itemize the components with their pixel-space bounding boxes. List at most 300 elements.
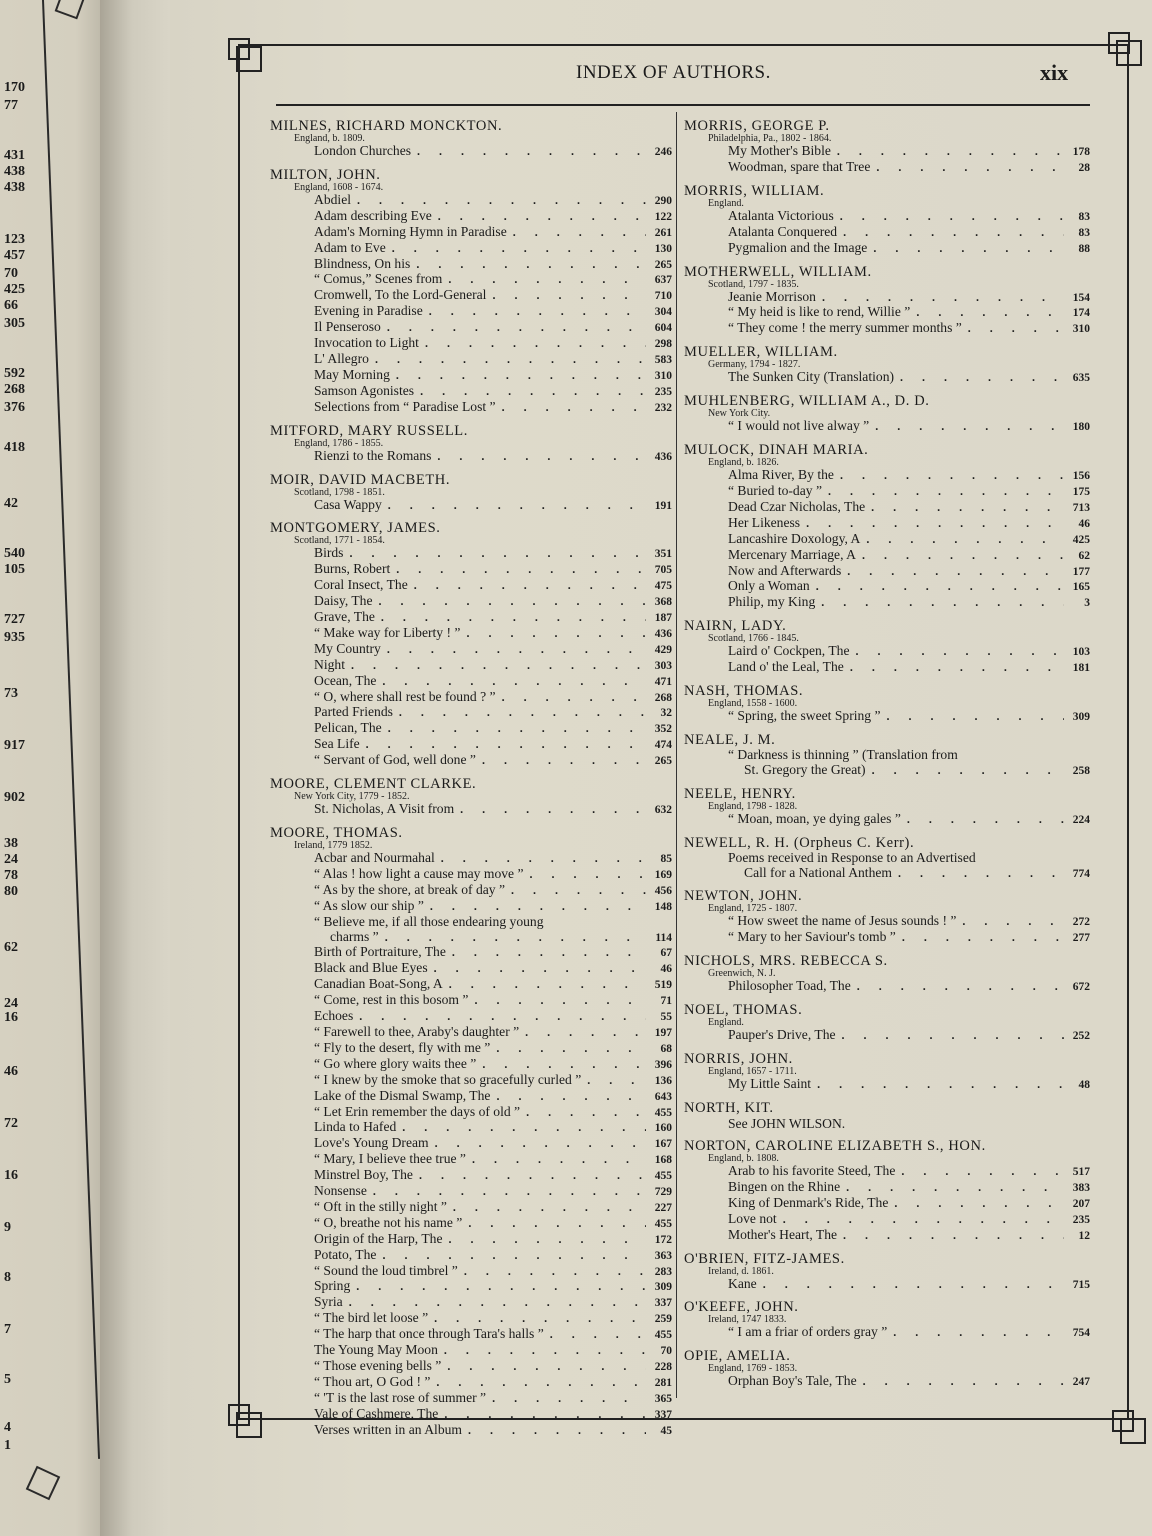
author-entry [684,1348,1090,1390]
poem-page-number: 32 [660,707,672,720]
poem-page-number: 265 [654,755,672,768]
left-page-number-fragment: 80 [4,884,18,899]
poem-entry [270,658,672,674]
corner-ornament-top-right [1108,32,1130,54]
poem-entry [270,225,672,241]
poem-page-number: 715 [1072,1278,1090,1291]
poem-entry [684,160,1090,176]
author-entry [270,423,672,465]
dot-leader [447,1200,646,1215]
poem-page-number: 455 [654,1106,672,1119]
poem-entry [270,1120,672,1136]
poem-title: “ Fly to the desert, fly with me ” [314,1039,491,1055]
header-rule [276,104,1090,106]
poem-title: Atalanta Conquered [728,223,838,239]
poem-page-number: 224 [1072,813,1090,826]
poem-page-number: 672 [1072,981,1090,994]
dot-leader [837,1228,1064,1243]
poem-page-number: 227 [654,1201,672,1214]
poem-entry [270,336,672,352]
poem-entry [684,225,1090,241]
poem-title: Jeanie Morrison [728,288,816,304]
dot-leader [857,1374,1064,1389]
poem-entry [684,595,1090,611]
poem-title: “ Those evening bells ” [314,1358,442,1373]
dot-leader [888,1196,1064,1211]
poem-entry [270,304,672,320]
author-origin: England, b. 1808. [708,1153,779,1164]
dot-leader [428,1311,646,1326]
poem-title: Nonsense [314,1183,367,1199]
poem-entry [270,1025,672,1041]
poem-title: Adam to Eve [314,239,386,255]
poem-title: Potato, The [314,1246,377,1262]
dot-leader [486,288,646,303]
dot-leader [376,1248,646,1263]
poem-entry [270,993,672,1009]
poem-page-number: 130 [654,242,672,255]
author-origin: Ireland, 1779 1852. [294,840,373,851]
poem-page-number: 148 [654,900,672,913]
author-origin: England, b. 1809. [294,133,365,144]
poem-page-number: 169 [654,868,672,881]
poem-entry [270,1407,672,1423]
poem-page-number: 174 [1072,307,1090,320]
author-origin: Germany, 1794 - 1827. [708,359,801,371]
author-entry [684,118,1090,176]
left-page-number-fragment: 425 [4,282,25,297]
poem-page-number: 247 [1072,1376,1090,1389]
poem-entry [270,899,672,915]
dot-leader [431,449,646,464]
poem-entry [270,1009,672,1025]
poem-page-number: 268 [654,691,672,704]
poem-page-number: 46 [1078,517,1090,530]
poem-title: Bingen on the Rhine [728,1178,841,1194]
poem-entry [270,626,672,642]
poem-title: Selections from “ Paradise Lost ” [314,398,496,414]
poem-page-number: 122 [654,210,672,223]
left-page-number-fragment: 8 [4,1270,11,1285]
poem-entry [684,579,1090,595]
left-page-number-fragment: 9 [4,1220,11,1235]
poem-title-line: Poems received in Response to an Advertised [728,849,976,865]
poem-page-number: 160 [654,1122,672,1135]
poem-title: My Little Saint [728,1076,812,1092]
poem-title: Land o' the Leal, The [728,659,844,675]
poem-entry [270,1073,672,1089]
author-origin: England, 1769 - 1853. [708,1363,798,1375]
poem-title: Mercenary Marriage, A [728,546,856,562]
poem-entry [270,1184,672,1200]
author-name: MILNES, RICHARD MONCKTON. [270,118,503,134]
poem-page-number: 180 [1072,421,1090,434]
author-name: NEWELL, R. H. (Orpheus C. Kerr). [684,834,915,851]
poem-page-number: 310 [654,369,672,382]
author-name: MORRIS, GEORGE P. [684,118,830,134]
dot-leader [895,1164,1064,1179]
poem-page-number: 352 [654,723,672,736]
poem-entry [270,1327,672,1343]
poem-page-number: 114 [655,931,672,944]
dot-leader [956,914,1064,929]
poem-page-number: 729 [654,1186,672,1199]
poem-page-number: 754 [1072,1327,1090,1340]
author-name: NEELE, HENRY. [684,785,796,802]
left-page-number-fragment: 592 [4,366,25,381]
poem-entry [270,1248,672,1264]
poem-title: Invocation to Light [314,335,419,351]
poem-title: “ I knew by the smoke that so gracefully curled ” [314,1071,582,1087]
poem-page-number: 235 [654,385,672,398]
author-entry [684,442,1090,611]
poem-title: Acbar and Nourmahal [314,850,435,865]
author-name: NORTH, KIT. [684,1100,774,1116]
poem-entry [270,449,672,465]
poem-title: L' Allegro [314,350,369,366]
poem-entry [684,1164,1090,1180]
poem-page-number: 309 [1072,711,1090,724]
poem-entry [684,1077,1090,1093]
poem-page-number: 705 [654,564,672,577]
poem-entry [270,1168,672,1184]
dot-leader [468,993,646,1008]
poem-entry [684,1374,1090,1390]
dot-leader [411,144,646,159]
poem-entry [684,305,1090,321]
poem-title: “ Servant of God, well done ” [314,752,476,768]
dot-leader [413,1168,646,1183]
poem-page-number: 71 [660,995,672,1008]
poem-page-number: 197 [654,1026,672,1039]
poem-entry [684,564,1090,580]
poem-entry [270,930,672,946]
dot-leader [393,705,646,720]
poem-page-number: 83 [1078,210,1090,223]
poem-entry [684,709,1090,725]
dot-leader [757,1277,1064,1292]
poem-entry [684,419,1090,435]
poem-title: “ I am a friar of orders gray ” [728,1324,888,1340]
poem-entry [270,384,672,400]
poem-title: “ Sound the loud timbrel ” [314,1262,458,1278]
poem-title: “ Go where glory waits thee ” [314,1055,477,1071]
poem-title: Love not [728,1210,777,1226]
dot-leader [892,866,1064,881]
author-name: MULOCK, DINAH MARIA. [684,442,869,459]
poem-entry [270,352,672,368]
left-page-number-fragment: 16 [4,1010,18,1025]
poem-entry [270,320,672,336]
author-entry [684,1100,1090,1131]
left-page-number-fragment: 170 [4,80,25,95]
poem-page-number: 172 [654,1233,672,1246]
poem-title-line: “ Believe me, if all those endearing young [314,913,544,929]
cross-reference: See JOHN WILSON. [728,1116,846,1131]
poem-title: Lake of the Dismal Swamp, The [314,1087,491,1103]
poem-title: Her Likeness [728,514,801,530]
poem-entry [270,721,672,737]
dot-leader [811,1077,1064,1092]
dot-leader [423,304,646,319]
corner-ornament-top-left [228,38,250,60]
dot-leader [424,899,646,914]
poem-entry [684,812,1090,828]
left-page-number-fragment: 78 [4,868,18,883]
dot-leader [429,1136,646,1151]
poem-page-number: 337 [654,1408,672,1421]
poem-entry [684,1028,1090,1044]
poem-page-number: 304 [654,306,672,319]
poem-title: Dead Czar Nicholas, The [728,498,866,514]
dot-leader [386,241,646,256]
author-name: MOORE, CLEMENT CLARKE. [270,776,477,793]
author-entry [684,1002,1090,1044]
poem-page-number: 261 [654,226,672,239]
poem-page-number: 88 [1078,242,1090,255]
poem-entry [270,594,672,610]
author-origin: New York City. [708,408,771,420]
poem-entry [684,290,1090,306]
dot-leader [544,1327,646,1342]
poem-entry [270,705,672,721]
book-gutter [100,0,180,1536]
poem-entry [684,468,1090,484]
poem-title: Casa Wappy [314,496,382,512]
poem-entry [270,272,672,288]
left-page-number-fragment: 305 [4,316,25,331]
poem-entry [684,1277,1090,1293]
poem-title: Syria [314,1294,343,1310]
left-page-number-fragment: 24 [4,852,18,867]
dot-leader [466,1152,646,1167]
dot-leader [373,594,646,609]
author-origin: England, b. 1826. [708,457,779,469]
poem-entry [270,961,672,977]
poem-entry [684,548,1090,564]
author-entry [684,1138,1090,1244]
dot-leader [442,1232,646,1247]
poem-entry [684,930,1090,946]
author-entry [684,183,1090,257]
author-name: NICHOLS, MRS. REBECCA S. [684,953,888,970]
poem-entry [270,1423,672,1439]
dot-leader [816,290,1064,305]
poem-title: London Churches [314,143,412,158]
author-name: NASH, THOMAS. [684,683,804,700]
poem-page-number: 635 [1072,372,1090,385]
poem-title-line: “ Darkness is thinning ” (Translation from [728,746,958,762]
author-origin: Scotland, 1797 - 1835. [708,278,799,290]
poem-page-number: 281 [654,1376,672,1389]
poem-title: Love's Young Dream [314,1135,429,1151]
poem-entry [684,1228,1090,1244]
poem-title: “ As slow our ship ” [314,897,424,913]
dot-leader [810,579,1064,594]
author-entry [684,953,1090,995]
poem-title: Orphan Boy's Tale, The [728,1373,857,1389]
poem-entry [270,851,672,867]
dot-leader [438,1343,646,1358]
poem-page-number: 283 [654,1265,672,1278]
poem-page-number: 85 [660,853,672,865]
poem-title: Minstrel Boy, The [314,1167,413,1183]
author-name: O'BRIEN, FITZ-JAMES. [684,1250,845,1267]
author-name: NORRIS, JOHN. [684,1051,793,1068]
poem-page-number: 252 [1072,1030,1090,1043]
poem-page-number: 290 [654,194,672,207]
author-name: NAIRN, LADY. [684,618,787,635]
author-origin: England, 1558 - 1600. [708,698,798,710]
author-origin: Ireland, 1747 1833. [708,1314,787,1326]
poem-entry [270,578,672,594]
left-page-number-fragment: 457 [4,248,25,263]
poem-title: Adam's Morning Hymn in Paradise [314,223,507,239]
poem-title: Spring [314,1278,351,1294]
poem-page-number: 456 [654,884,672,897]
poem-page-number: 309 [654,1281,672,1294]
left-page-number-fragment: 418 [4,440,25,455]
dot-leader [777,1212,1064,1227]
poem-page-number: 455 [654,1329,672,1342]
dot-leader [381,320,646,335]
author-name: NEWTON, JOHN. [684,888,803,905]
poem-entry [270,1264,672,1280]
poem-page-number: 167 [654,1138,672,1151]
page-number: xix [1040,60,1069,85]
dot-leader [901,812,1064,827]
poem-entry [270,883,672,899]
dot-leader [476,753,646,768]
poem-entry [270,257,672,273]
poem-entry [270,546,672,562]
poem-page-number: 425 [1072,533,1090,546]
poem-title: Burns, Robert [314,561,391,577]
dot-leader [581,1073,646,1088]
dot-leader [896,930,1064,945]
dot-leader [856,548,1064,563]
poem-entry [270,753,672,769]
poem-entry [684,1196,1090,1212]
poem-title: Grave, The [314,609,375,625]
dot-leader [353,1009,646,1024]
poem-title: “ Buried to-day ” [728,482,822,498]
left-page-number-fragment: 24 [4,996,18,1011]
poem-title: The Young May Moon [314,1342,438,1358]
author-entry [270,825,672,1439]
poem-title: “ Moan, moan, ye dying gales ” [728,810,901,826]
poem-title: Night [314,656,345,672]
dot-leader [414,384,646,399]
poem-title: Parted Friends [314,704,393,720]
poem-entry [270,1136,672,1152]
author-name: MITFORD, MARY RUSSELL. [270,422,468,439]
dot-leader [462,1216,646,1231]
page-frame-left [238,44,240,1420]
poem-page-number: 519 [654,979,672,992]
author-entry [684,393,1090,435]
dot-leader [410,257,646,272]
poem-title: King of Denmark's Ride, The [728,1194,889,1210]
poem-title: Kane [728,1275,757,1291]
author-entry [684,732,1090,779]
page-frame-right [1127,44,1129,1420]
dot-leader [443,977,646,992]
left-page-number-fragment: 935 [4,630,25,645]
poem-entry [684,763,1090,779]
poem-title: Coral Insect, The [314,577,408,593]
poem-page-number: 455 [654,1217,672,1230]
poem-entry [684,532,1090,548]
poem-page-number: 471 [654,675,672,688]
poem-page-number: 207 [1072,1197,1090,1210]
left-page-number-fragment: 66 [4,298,18,313]
index-column-left [270,118,672,1446]
author-entry [684,264,1090,338]
poem-title: Linda to Hafed [314,1119,397,1135]
poem-page-number: 154 [1072,291,1090,304]
poem-title: “ As by the shore, at break of day ” [314,881,506,897]
poem-page-number: 363 [654,1249,672,1262]
dot-leader [381,642,646,657]
dot-leader [408,578,646,593]
dot-leader [505,883,646,898]
poem-page-number: 337 [654,1297,672,1310]
dot-leader [910,305,1064,320]
poem-title: “ Mary to her Saviour's tomb ” [728,929,896,945]
poem-title: Abdiel [314,191,351,207]
poem-title: Lancashire Doxology, A [728,530,861,546]
poem-page-number: 177 [1072,565,1090,578]
poem-page-number: 258 [1072,764,1090,777]
poem-entry [684,516,1090,532]
poem-page-number: 28 [1078,161,1090,174]
dot-leader [851,979,1064,994]
poem-page-number: 298 [654,338,672,351]
index-column-right [684,118,1090,1397]
poem-entry [684,144,1090,160]
poem-entry [270,1152,672,1168]
poem-title: “ Alas ! how light a cause may move ” [314,865,524,881]
dot-leader [800,516,1064,531]
dot-leader [446,945,646,960]
dot-leader [369,352,646,367]
dot-leader [390,368,646,383]
author-entry [684,888,1090,946]
poem-title: “ Come, rest in this bosom ” [314,992,469,1008]
author-entry [684,618,1090,676]
poem-page-number: 455 [654,1170,672,1183]
poem-page-number: 351 [654,548,672,561]
left-page-number-fragment: 438 [4,180,25,195]
poem-entry [270,1375,672,1391]
dot-leader [376,674,646,689]
poem-entry [270,737,672,753]
author-entry [684,683,1090,725]
left-page-number-fragment: 123 [4,232,25,247]
poem-entry [270,498,672,514]
poem-title: “ O, breathe not his name ” [314,1214,463,1230]
dot-leader [345,658,646,673]
dot-leader [460,626,646,641]
poem-title: “ Oft in the stilly night ” [314,1198,447,1214]
poem-title: Alma River, By the [728,467,834,483]
left-page-number-fragment: 917 [4,738,25,753]
poem-entry [270,610,672,626]
left-page-border-rule [42,0,100,1459]
dot-leader [382,498,646,513]
poem-page-number: 365 [654,1392,672,1405]
